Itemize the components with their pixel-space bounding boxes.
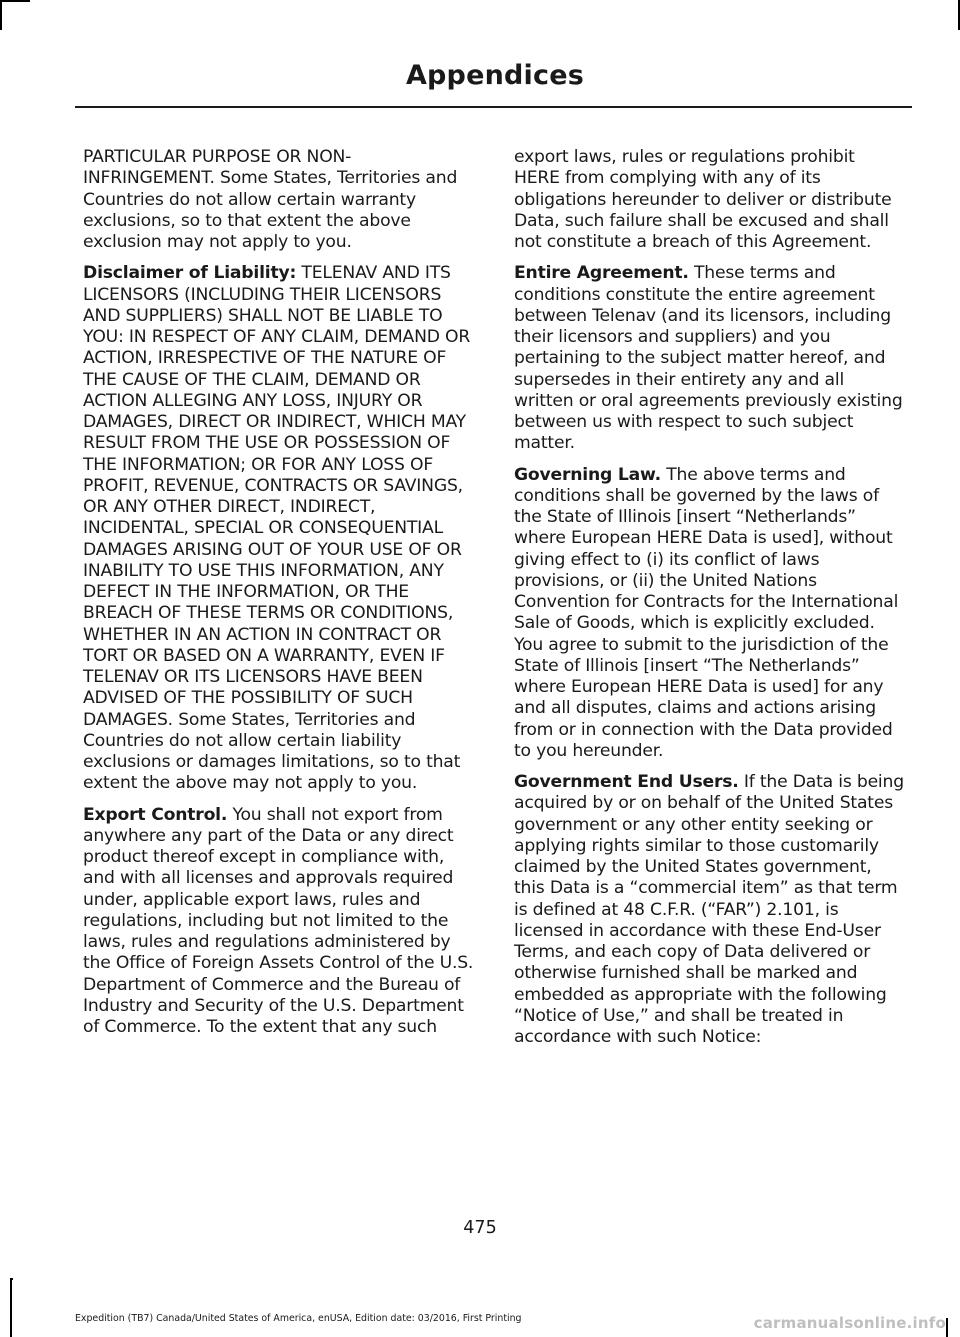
paragraph-lead: Disclaimer of Liability: (83, 263, 297, 284)
crop-mark-top-left (0, 0, 2, 30)
paragraph (514, 465, 905, 763)
crop-mark-bottom-left-h (10, 1278, 13, 1280)
watermark-text: carmanualsonline.info (753, 1314, 946, 1332)
crop-mark-top-left-h (0, 0, 30, 2)
paragraph-text: The above terms and conditions shall be governed by the laws of the State of Illinois [insert “Netherlands” where European HERE Data is used], without giving effect to (i) its conflict of laws provisions, or (ii) the United Nations Convention for Contracts for the International Sale of Goods, which is explicitly excluded. You agree to submit to the jurisdiction of the State of Illinois [insert “The Netherlands” where European HERE Data is used] for any and all disputes, claims and actions arising from or in connection with the Data provided to you hereunder. (514, 464, 899, 761)
paragraph-text: You shall not export from anywhere any part of the Data or any direct product thereof except in compliance with, and with all licenses and approvals required under, applicable export laws, rules and regulations, including but not limited to the laws, rules and regulations administered by the Office of Foreign Assets Control of the U.S. Department of Commerce and the Bureau of Industry and Security of the U.S. Department of Commerce. To the extent that any such (83, 804, 474, 1037)
paragraph-text: PARTICULAR PURPOSE OR NON-INFRINGEMENT. Some States, Territories and Countries do not allow certain warranty exclusions, so to that extent the above exclusion may not apply to you. (83, 147, 458, 252)
page-title: Appendices (405, 60, 584, 91)
footer-edition-info: Expedition (TB7) Canada/United States of America, enUSA, Edition date: 03/2016, First Printing (75, 1313, 522, 1324)
paragraph (83, 805, 474, 1039)
page-number: 475 (463, 1218, 497, 1238)
paragraph (514, 772, 905, 1048)
paragraph (514, 263, 905, 454)
paragraph-lead: Export Control. (83, 804, 228, 825)
paragraph-lead: Government End Users. (514, 772, 739, 792)
paragraph (514, 147, 905, 253)
header-divider (75, 106, 912, 108)
crop-mark-bottom-left (10, 1278, 12, 1337)
paragraph (83, 263, 474, 794)
crop-mark-bottom-right (946, 1318, 948, 1337)
paragraph-text: If the Data is being acquired by or on behalf of the United States government or any other entity seeking or applying rights similar to those customarily claimed by the United States government, this Data is a “commercial item” as that term is defined at 48 C.F.R. (“FAR”) 2.101, is licensed in accordance with these End-User Terms, and each copy of Data delivered or otherwise furnished shall be marked and embedded as appropriate with the following “Notice of Use,” and shall be treated in accordance with such Notice: (514, 772, 904, 1047)
paragraph (83, 147, 474, 253)
paragraph-text: TELENAV AND ITS LICENSORS (INCLUDING THEIR LICENSORS AND SUPPLIERS) SHALL NOT BE LIABLE TO YOU: IN RESPECT OF ANY CLAIM, DEMAND OR ACTION, IRRESPECTIVE OF THE NATURE OF THE CAUSE OF THE CLAIM, DEMAND OR ACTION ALLEGING ANY LOSS, INJURY OR DAMAGES, DIRECT OR INDIRECT, WHICH MAY RESULT FROM THE USE OR POSSESSION OF THE INFORMATION; OR FOR ANY LOSS OF PROFIT, REVENUE, CONTRACTS OR SAVINGS, OR ANY OTHER DIRECT, INDIRECT, INCIDENTAL, SPECIAL OR CONSEQUENTIAL DAMAGES ARISING OUT OF YOUR USE OF OR INABILITY TO USE THIS INFORMATION, ANY DEFECT IN THE INFORMATION, OR THE BREACH OF THESE TERMS OR CONDITIONS, WHETHER IN AN ACTION IN CONTRACT OR TORT OR BASED ON A WARRANTY, EVEN IF TELENAV OR ITS LICENSORS HAVE BEEN ADVISED OF THE POSSIBILITY OF SUCH DAMAGES. Some States, Territories and Countries do not allow certain liability exclusions or damages limitations, so to that extent the above may not apply to you. (83, 263, 471, 794)
paragraph-lead: Entire Agreement. (514, 263, 689, 284)
paragraph-text: export laws, rules or regulations prohibit HERE from complying with any of its obligations hereunder to deliver or distribute Data, such failure shall be excused and shall not constitute a breach of this Agreement. (514, 147, 892, 252)
left-column (83, 147, 474, 1048)
paragraph-text: These terms and conditions constitute the entire agreement between Telenav (and its licensors, including their licensors and suppliers) and you pertaining to the subject matter hereof, and supersedes in their entirety any and all written or oral agreements previously existing between us with respect to such subject matter. (514, 263, 903, 454)
right-column (514, 147, 905, 1058)
paragraph-lead: Governing Law. (514, 464, 661, 485)
